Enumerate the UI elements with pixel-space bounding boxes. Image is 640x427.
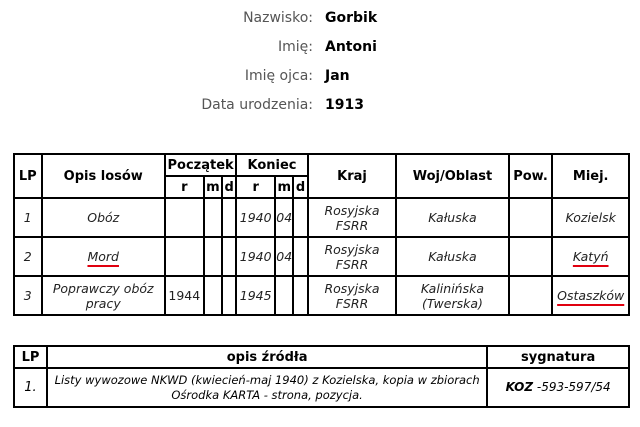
cell-end-m — [275, 276, 293, 315]
col-region: Woj/Oblast — [396, 154, 508, 198]
cell-district — [509, 237, 553, 276]
col-desc: Opis losów — [42, 154, 165, 198]
table-row — [14, 276, 629, 315]
table-row — [14, 198, 629, 237]
cell-start-m — [204, 276, 222, 315]
table-row — [14, 368, 629, 407]
cell-end-d — [293, 198, 307, 237]
father-value: Jan — [325, 68, 350, 84]
cell-region: Kałuska — [396, 198, 508, 237]
col-lp: LP — [14, 346, 47, 368]
birth-row — [0, 95, 640, 124]
col-signature: sygnatura — [487, 346, 629, 368]
col-source-desc: opis źródła — [47, 346, 487, 368]
father-label: Imię ojca: — [244, 68, 313, 84]
cell-lp: 3 — [14, 276, 42, 315]
col-country: Kraj — [308, 154, 397, 198]
cell-lp: 1. — [14, 368, 47, 407]
cell-end-d — [293, 276, 307, 315]
cell-district — [509, 198, 553, 237]
cell-district — [509, 276, 553, 315]
cell-desc: Obóz — [42, 198, 165, 237]
col-start: Początek — [165, 154, 236, 176]
cell-start-r: 1944 — [165, 276, 204, 315]
cell-end-m: 04 — [275, 198, 293, 237]
cell-desc — [42, 237, 165, 276]
firstname-row — [0, 37, 640, 66]
signature-number: -593-597/54 — [533, 380, 611, 394]
col-end: Koniec — [236, 154, 307, 176]
signature-code: KOZ — [505, 380, 534, 394]
source-table — [13, 345, 630, 408]
cell-start-m — [204, 237, 222, 276]
cell-place — [552, 237, 629, 276]
place-link[interactable]: Katyń — [572, 249, 609, 264]
cell-start-m — [204, 198, 222, 237]
surname-row — [0, 8, 640, 37]
place-link[interactable]: Ostaszków — [557, 288, 625, 303]
cell-start-d — [222, 276, 236, 315]
col-start-m: m — [204, 176, 222, 198]
col-start-d: d — [222, 176, 236, 198]
cell-region: Kałuska — [396, 237, 508, 276]
firstname-label: Imię: — [278, 39, 313, 55]
col-end-m: m — [275, 176, 293, 198]
col-end-d: d — [293, 176, 307, 198]
cell-lp: 1 — [14, 198, 42, 237]
cell-country: Rosyjska FSRR — [308, 198, 397, 237]
birth-value: 1913 — [325, 97, 364, 113]
person-info — [0, 8, 640, 124]
surname-label: Nazwisko: — [243, 10, 313, 26]
cell-desc: Poprawczy obóz pracy — [42, 276, 165, 315]
cell-end-d — [293, 237, 307, 276]
col-place: Miej. — [552, 154, 629, 198]
cell-end-m: 04 — [275, 237, 293, 276]
father-row — [0, 66, 640, 95]
col-district: Pow. — [509, 154, 553, 198]
surname-value: Gorbik — [325, 10, 378, 26]
cell-region: Kalinińska (Twerska) — [396, 276, 508, 315]
fates-table — [13, 153, 630, 316]
desc-link[interactable]: Mord — [87, 249, 119, 264]
col-start-r: r — [165, 176, 204, 198]
cell-end-r: 1940 — [236, 237, 275, 276]
cell-start-d — [222, 198, 236, 237]
table-row — [14, 237, 629, 276]
cell-start-r — [165, 237, 204, 276]
cell-source-desc: Listy wywozowe NKWD (kwiecień-maj 1940) z Kozielska, kopia w zbiorach Ośrodka KARTA - strona, pozycja. — [47, 368, 487, 407]
cell-end-r: 1940 — [236, 198, 275, 237]
cell-start-d — [222, 237, 236, 276]
cell-country: Rosyjska FSRR — [308, 237, 397, 276]
col-lp: LP — [14, 154, 42, 198]
birth-label: Data urodzenia: — [201, 97, 313, 113]
cell-end-r: 1945 — [236, 276, 275, 315]
cell-country: Rosyjska FSRR — [308, 276, 397, 315]
cell-place — [552, 276, 629, 315]
cell-signature — [487, 368, 629, 407]
cell-place: Kozielsk — [552, 198, 629, 237]
cell-lp: 2 — [14, 237, 42, 276]
cell-start-r — [165, 198, 204, 237]
col-end-r: r — [236, 176, 275, 198]
firstname-value: Antoni — [325, 39, 377, 55]
